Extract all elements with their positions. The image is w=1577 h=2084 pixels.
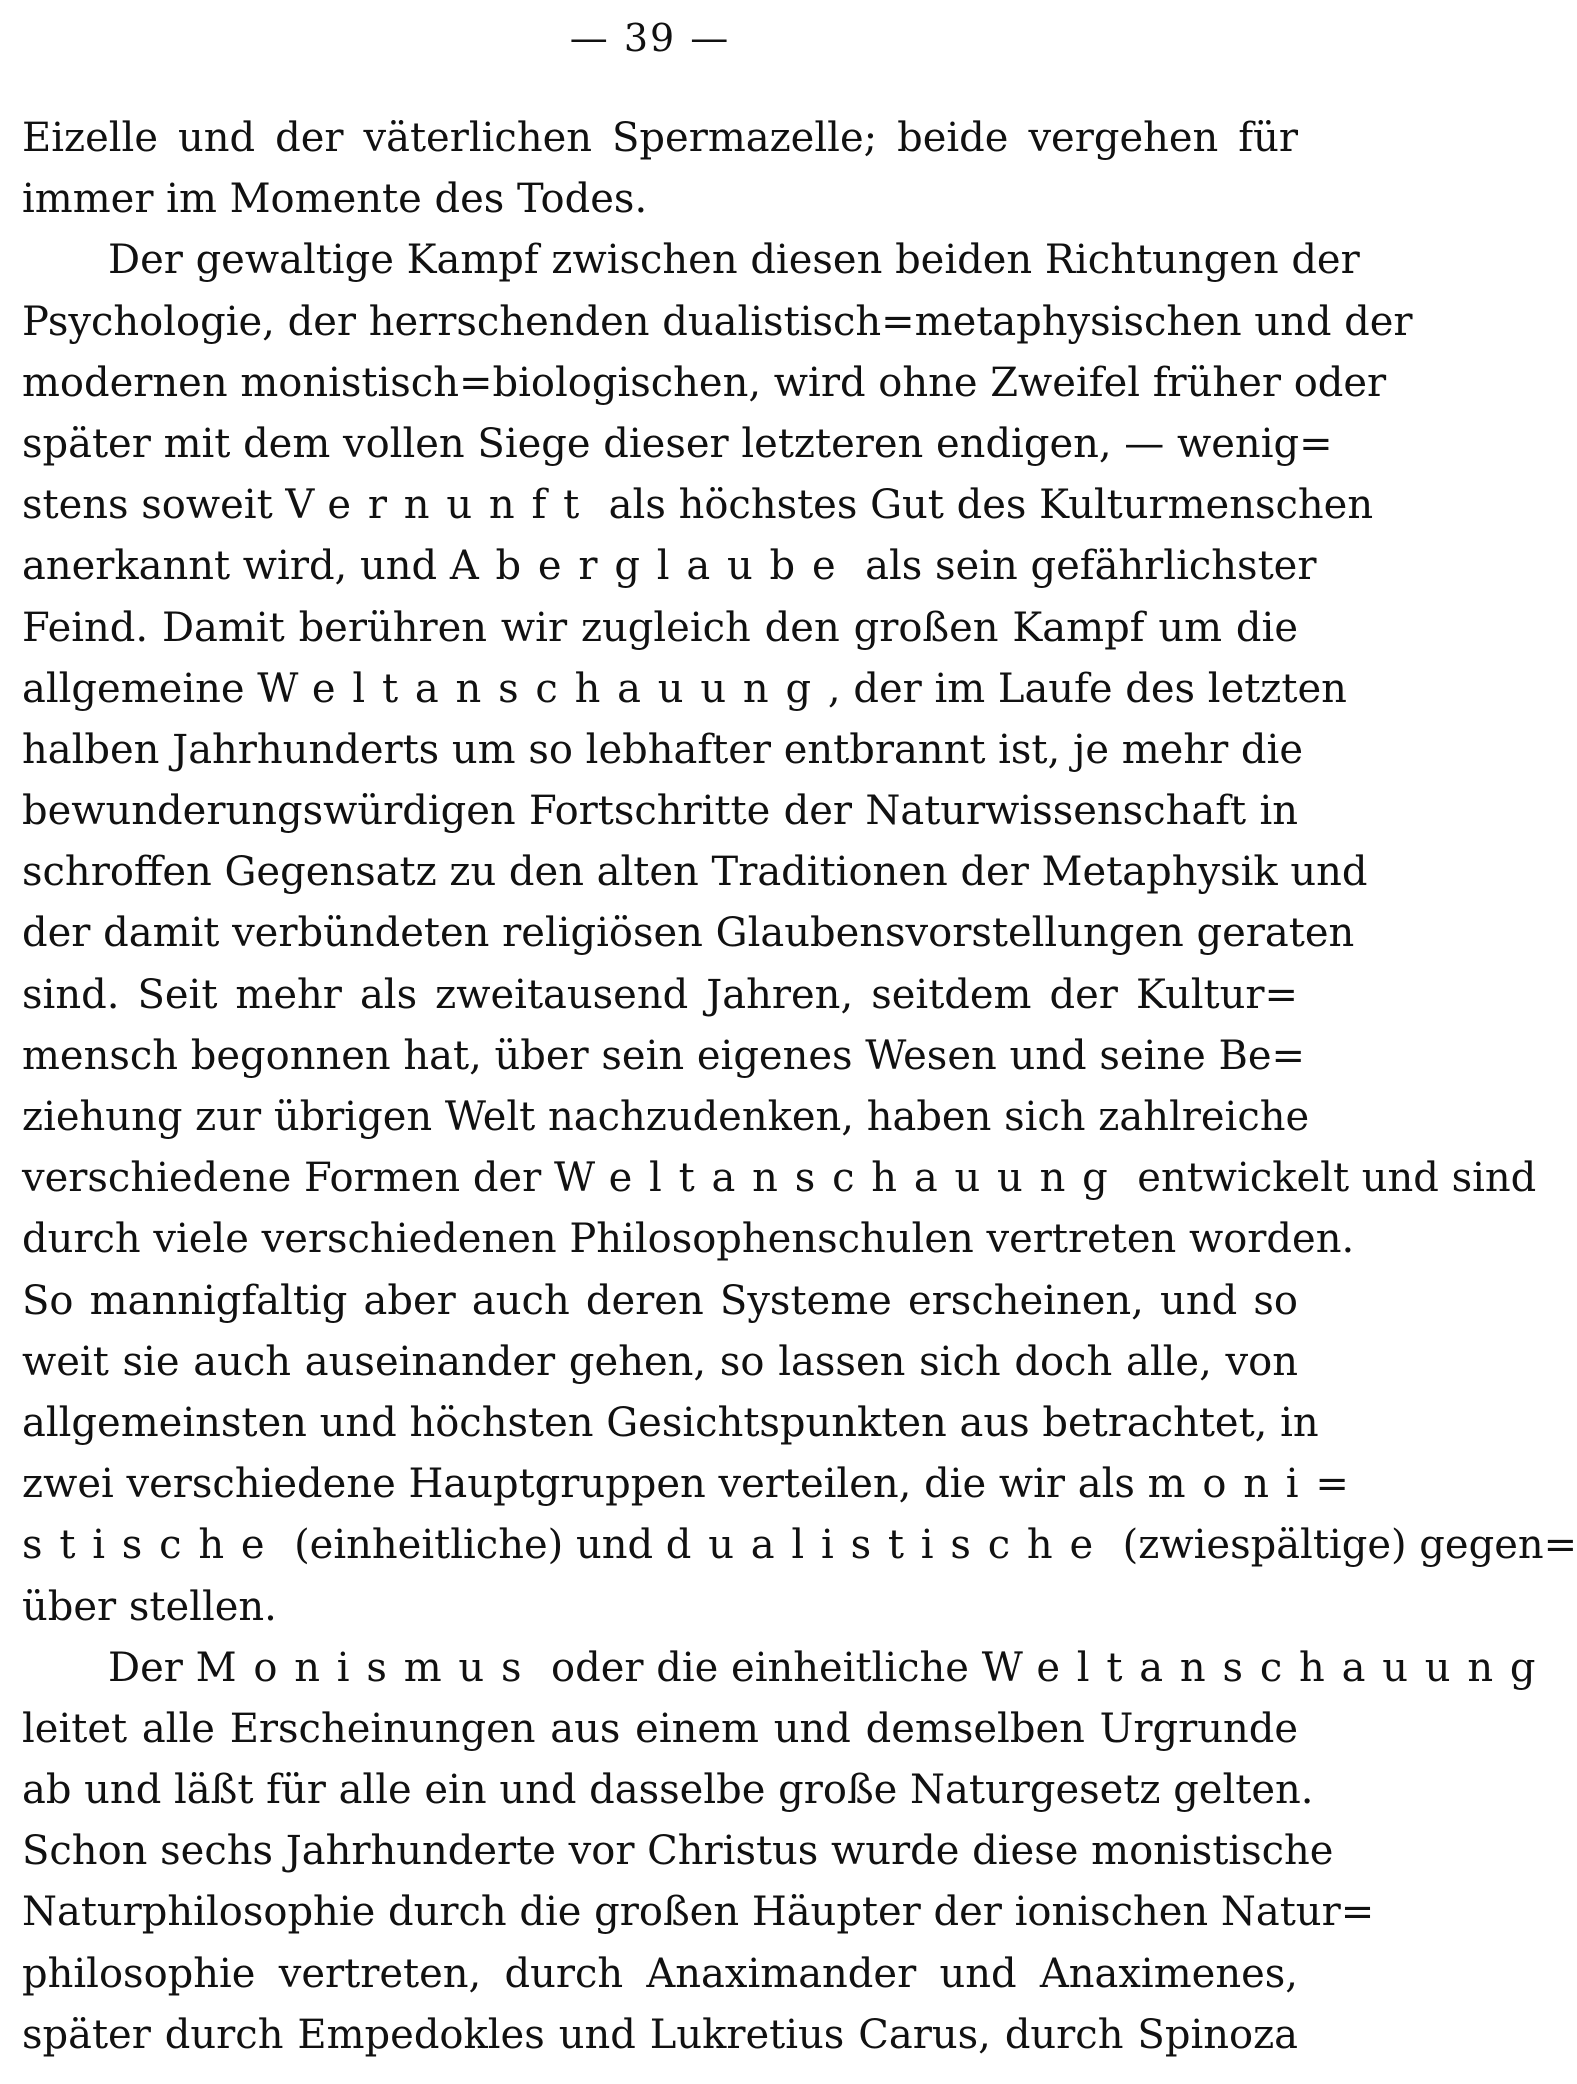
text-line: schroffen Gegensatz zu den alten Traditionen der Metaphysik und: [22, 849, 1368, 896]
text-line: ziehung zur übrigen Welt nachzudenken, haben sich zahlreiche: [22, 1094, 1310, 1140]
text-line: modernen monistisch=biologischen, wird ohne Zweifel früher oder: [22, 359, 1387, 406]
text-line: immer im Momente des Todes.: [22, 176, 648, 223]
text-line: später durch Empedokles und Lukretius Carus, durch Spinoza: [22, 2011, 1298, 2058]
text-line: philosophie vertreten, durch Anaximander und Anaximenes,: [22, 1950, 1298, 1997]
spaced-emphasis: Monismus: [195, 1644, 539, 1691]
text-line: So mannigfaltig aber auch deren Systeme erscheinen, und so: [22, 1277, 1298, 1324]
spaced-emphasis: Weltanschauung: [553, 1155, 1125, 1202]
text-line: der damit verbündeten religiösen Glaubensvorstellungen geraten: [22, 910, 1355, 957]
text-line: stische (einheitliche) und dualistische (zwiespältige) gegen=: [22, 1522, 1577, 1569]
text-line: zwei verschiedene Hauptgruppen verteilen, die wir als moni=: [22, 1461, 1366, 1508]
text-line: leitet alle Erscheinungen aus einem und demselben Urgrunde: [22, 1705, 1298, 1752]
text-line: Schon sechs Jahrhunderte vor Christus wurde diese monistische: [22, 1828, 1334, 1875]
text-line: Naturphilosophie durch die großen Häupter der ionischen Natur=: [22, 1889, 1375, 1936]
spaced-emphasis: moni=: [1147, 1461, 1366, 1508]
spaced-emphasis: Vernunft: [285, 482, 596, 529]
text-line: Eizelle und der väterlichen Spermazelle; beide vergehen für: [22, 115, 1298, 161]
text-line: durch viele verschiedenen Philosophenschulen vertreten worden.: [22, 1216, 1355, 1263]
text-line: Feind. Damit berühren wir zugleich den großen Kampf um die: [22, 604, 1298, 651]
spaced-emphasis: stische: [22, 1522, 282, 1569]
text-line: über stellen.: [22, 1583, 277, 1630]
paragraph-start-line: Der Monismus oder die einheitliche Weltanschauung: [108, 1644, 1553, 1691]
text-line: sind. Seit mehr als zweitausend Jahren, seitdem der Kultur=: [22, 971, 1298, 1018]
text-line: halben Jahrhunderts um so lebhafter entbrannt ist, je mehr die: [22, 726, 1303, 773]
spaced-emphasis: Aberglaube: [449, 543, 853, 590]
paragraph-start-line: Der gewaltige Kampf zwischen diesen beiden Richtungen der: [108, 237, 1360, 284]
text-line: allgemeinsten und höchsten Gesichtspunkten aus betrachtet, in: [22, 1399, 1319, 1446]
text-line: bewunderungswürdigen Fortschritte der Naturwissenschaft in: [22, 788, 1298, 835]
text-line: allgemeine Weltanschauung, der im Laufe des letzten: [22, 665, 1347, 712]
spaced-emphasis: Weltanschauung: [257, 665, 828, 712]
text-line: anerkannt wird, und Aberglaube als sein gefährlichster: [22, 543, 1317, 590]
page-number: — 39 —: [569, 16, 731, 60]
text-line: ab und läßt für alle ein und dasselbe große Naturgesetz gelten.: [22, 1767, 1314, 1814]
text-line: weit sie auch auseinander gehen, so lassen sich doch alle, von: [22, 1338, 1298, 1385]
spaced-emphasis: dualistische: [665, 1522, 1110, 1569]
text-line: Psychologie, der herrschenden dualistisch=metaphysischen und der: [22, 298, 1413, 345]
text-line: mensch begonnen hat, über sein eigenes Wesen und seine Be=: [22, 1032, 1306, 1079]
text-line: verschiedene Formen der Weltanschauung entwickelt und sind: [22, 1155, 1537, 1202]
text-line: später mit dem vollen Siege dieser letzteren endigen, — wenig=: [22, 420, 1333, 467]
text-line: stens soweit Vernunft als höchstes Gut des Kulturmenschen: [22, 482, 1374, 529]
body-text: [22, 108, 1577, 2066]
spaced-emphasis: Weltanschauung: [981, 1644, 1553, 1691]
